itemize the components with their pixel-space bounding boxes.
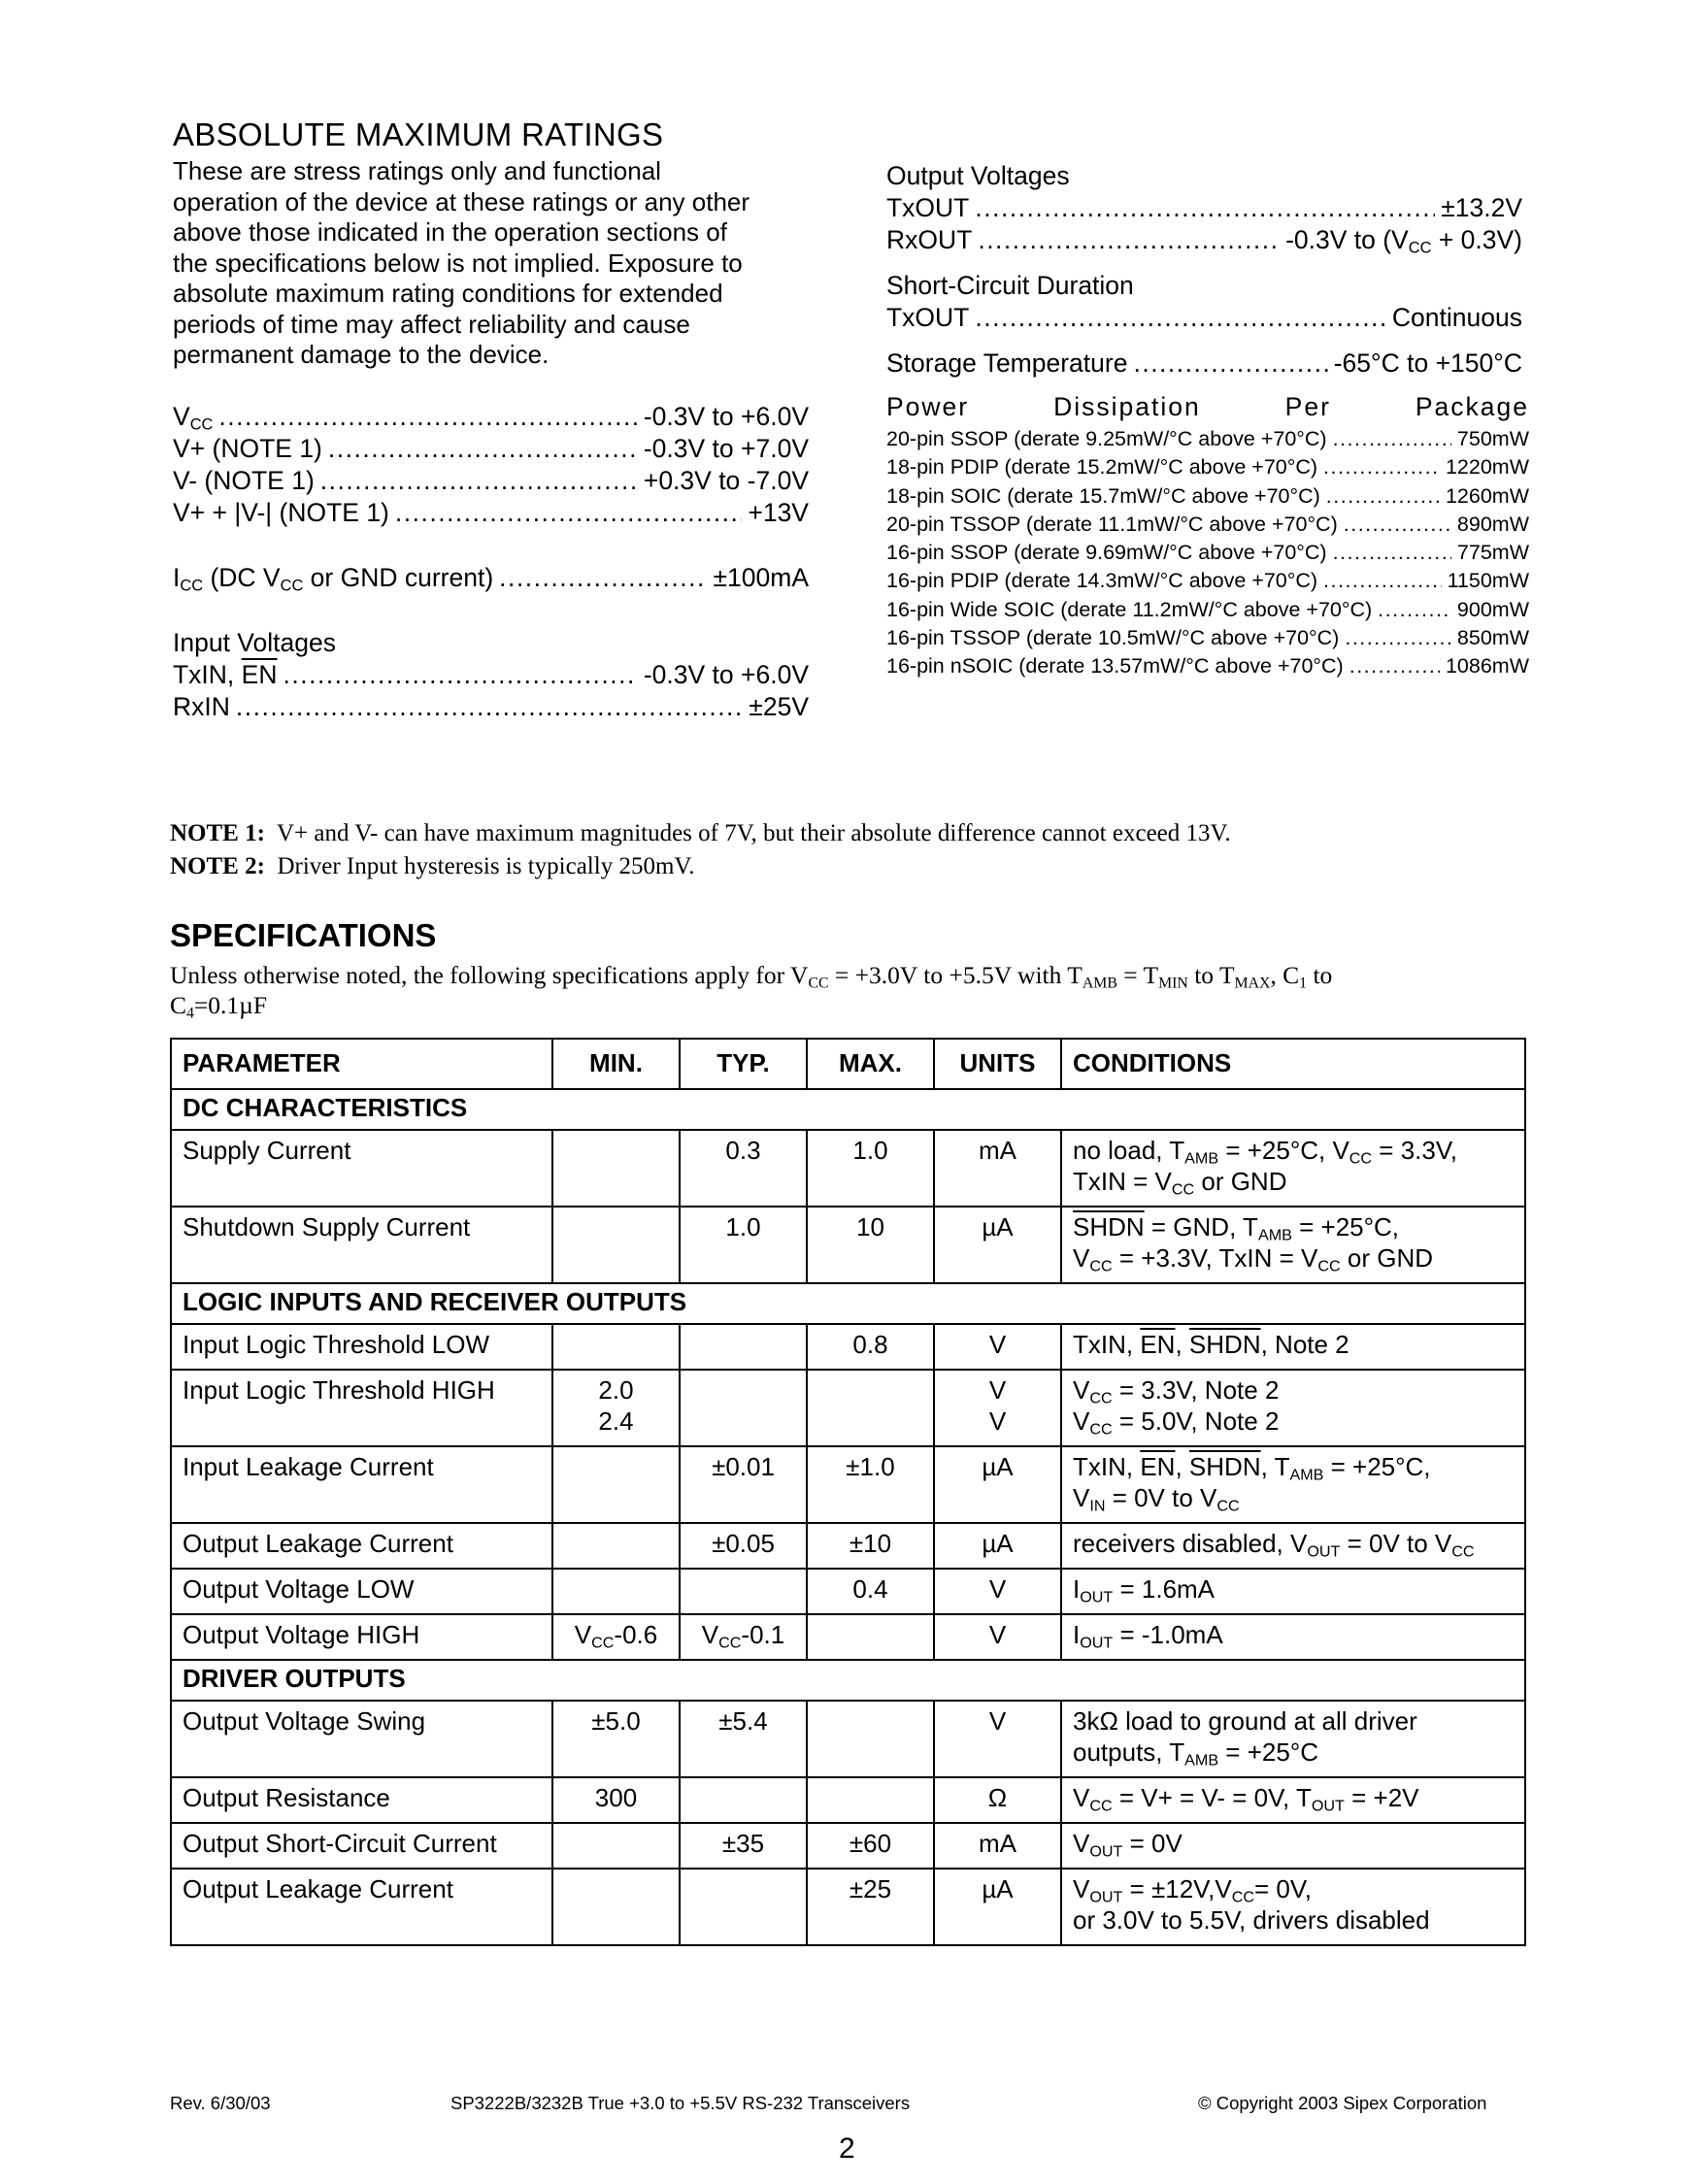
package-value: 1086mW <box>1445 654 1529 678</box>
abs-max-intro <box>173 156 814 371</box>
section-row: DRIVER OUTPUTS <box>171 1660 1525 1701</box>
notes <box>170 817 1231 883</box>
table-row: Output Resistance 300 Ω $V_{CC} = V+ = V- = 0V$, $T_{OUT} = +2V$ <box>171 1777 1525 1823</box>
rating-vsum: V+ + |V-| (NOTE 1) ..... +13V <box>173 498 809 530</box>
table-row: Output Voltage Swing ±5.0 ±5.4 V 3kΩ load to ground at all driver outputs, $T_{AMB} = +25^\circ C$ <box>171 1701 1525 1777</box>
col-max: MAX. <box>807 1039 934 1089</box>
note-2: NOTE 2: Driver Input hysteresis is typically 250mV. <box>170 853 695 879</box>
table-row: Supply Current 0.3 1.0 mA no load, $T_{AMB} = +25^\circ C$, $V_{CC} = 3.3V$, TxIN = $V_{CC}$ or GND <box>171 1130 1525 1207</box>
rating-vminus: V- (NOTE 1) ..... +0.3V to -7.0V <box>173 466 809 498</box>
rating-vcc: $V_{CC}$ ..... -0.3V to +6.0V <box>173 402 809 434</box>
package-row <box>886 484 1529 513</box>
col-conditions: CONDITIONS <box>1061 1039 1525 1089</box>
package-value: 890mW <box>1456 512 1529 536</box>
short-circuit-heading: Short-Circuit Duration <box>886 271 1134 300</box>
footer-doc-title: SP3222B/3232B True +3.0 to +5.5V RS-232 Transceivers <box>450 2093 911 2113</box>
package-label: 20-pin SSOP (derate 9.25mW/°C above +70°C) <box>886 427 1327 450</box>
abs-max-title: ABSOLUTE MAXIMUM RATINGS <box>173 116 664 152</box>
table-row: Shutdown Supply Current 1.0 10 µA SHDN = GND, $T_{AMB} = +25^\circ C$, $V_{CC} = +3.3V$, TxIN = $V_{CC}$ or GND <box>171 1207 1525 1283</box>
output-voltages-heading: Output Voltages <box>886 161 1070 190</box>
spec-title: SPECIFICATIONS <box>170 917 437 953</box>
table-row: Output Leakage Current ±0.05 ±10 µA receivers disabled, $V_{OUT} = 0V$ to $V_{CC}$ <box>171 1523 1525 1569</box>
rating-list-left <box>173 402 809 724</box>
table-row: Input Logic Threshold HIGH 2.0 2.4 V V $V_{CC} = 3.3V$, Note 2 $V_{CC} = 5.0V$, Note 2 <box>171 1370 1525 1446</box>
package-label: 18-pin PDIP (derate 15.2mW/°C above +70°C) <box>886 455 1318 480</box>
package-label: 18-pin SOIC (derate 15.7mW/°C above +70°C) <box>886 483 1320 508</box>
package-label: 16-pin Wide SOIC (derate 11.2mW/°C above +70°C) <box>886 597 1373 621</box>
power-heading: Power Dissipation Per Package <box>886 392 1529 421</box>
rating-storage: Storage Temperature ..... -65°C to +150°C <box>886 348 1522 381</box>
rating-rxin: RxIN ..... ±25V <box>173 692 809 724</box>
rating-list-right <box>886 161 1529 424</box>
table-row: Output Leakage Current ±25 µA $V_{OUT} = \pm 12V,V_{CC}= 0V$, or 3.0V to 5.5V, drivers disabled <box>171 1869 1525 1945</box>
page-number: 2 <box>839 2133 855 2165</box>
package-label: 16-pin SSOP (derate 9.69mW/°C above +70°C) <box>886 541 1327 565</box>
spec-table <box>170 1038 1526 1946</box>
package-value: 1260mW <box>1445 483 1529 508</box>
package-value: 900mW <box>1456 597 1529 621</box>
intro-line: These are stress ratings only and functional <box>173 156 661 185</box>
intro-line: absolute maximum rating conditions for extended <box>173 279 723 308</box>
table-row: Output Voltage LOW 0.4 V $I_{OUT} = 1.6mA$ <box>171 1569 1525 1614</box>
package-value: 750mW <box>1456 427 1529 450</box>
package-row <box>886 598 1529 626</box>
table-row: Output Voltage HIGH $V_{CC}-0.6$ $V_{CC}-0.1$ V $I_{OUT} = -1.0mA$ <box>171 1614 1525 1660</box>
rating-value: -0.3V to +6.0V <box>643 402 809 431</box>
footer-copyright: © Copyright 2003 Sipex Corporation <box>1198 2093 1487 2113</box>
table-row: Input Leakage Current ±0.01 ±1.0 µA TxIN, $\overline{EN}$, SHDN, $T_{AMB} = +25^\circ C$, $V_{IN} = 0V$ to $V_{CC}$ <box>171 1446 1525 1523</box>
package-value: 775mW <box>1456 541 1529 565</box>
package-row <box>886 626 1529 654</box>
intro-line: operation of the device at these ratings or any other <box>173 186 750 216</box>
package-label: 20-pin TSSOP (derate 11.1mW/°C above +70°C) <box>886 512 1338 536</box>
table-row: Input Logic Threshold LOW 0.8 V TxIN, $\overline{EN}$, SHDN, Note 2 <box>171 1324 1525 1370</box>
package-row <box>886 455 1529 483</box>
table-row: Output Short-Circuit Current ±35 ±60 mA $V_{OUT} = 0V$ <box>171 1823 1525 1869</box>
footer-rev: Rev. 6/30/03 <box>170 2093 271 2113</box>
col-units: UNITS <box>934 1039 1061 1089</box>
rating-vplus: V+ (NOTE 1) ..... -0.3V to +7.0V <box>173 434 809 466</box>
rating-icc: $I_{CC}$ (DC $V_{CC}$ or GND current) ..... ±100mA <box>173 563 809 595</box>
package-value: 1220mW <box>1445 455 1529 480</box>
col-typ: TYP. <box>680 1039 807 1089</box>
package-row <box>886 513 1529 541</box>
input-voltages-heading: Input Voltages <box>173 628 336 657</box>
package-row <box>886 427 1529 455</box>
package-label: 16-pin nSOIC (derate 13.57mW/°C above +70°C) <box>886 654 1344 678</box>
intro-line: permanent damage to the device. <box>173 340 550 369</box>
package-row <box>886 654 1529 682</box>
note-1: NOTE 1: V+ and V- can have maximum magnitudes of 7V, but their absolute difference cannot exceed 13V. <box>170 820 1231 846</box>
spec-intro: Unless otherwise noted, the following specifications apply for $V_{CC} = +3.0V$ to +5.5V with $T_{AMB} = T_{MIN}$ to $T_{MAX}$, $C_1$ to $C_4=0.1\mu F$ <box>170 961 1333 1022</box>
package-value: 850mW <box>1456 626 1529 650</box>
rating-txout-sc: TxOUT ..... Continuous <box>886 303 1522 335</box>
rating-rxout: RxOUT ..... -0.3V to $(V_{CC} + 0.3V)$ <box>886 225 1522 257</box>
section-row: DC CHARACTERISTICS <box>171 1089 1525 1130</box>
package-label: 16-pin PDIP (derate 14.3mW/°C above +70°C) <box>886 569 1318 593</box>
intro-line: the specifications below is not implied. Exposure to <box>173 248 743 278</box>
table-header <box>171 1039 1525 1089</box>
package-list <box>886 427 1529 683</box>
package-label: 16-pin TSSOP (derate 10.5mW/°C above +70°C) <box>886 626 1340 650</box>
package-value: 1150mW <box>1447 569 1529 593</box>
section-row: LOGIC INPUTS AND RECEIVER OUTPUTS <box>171 1283 1525 1324</box>
package-row <box>886 541 1529 569</box>
rating-txin: TxIN, $\overline{EN}$ ..... -0.3V to +6.0V <box>173 660 809 692</box>
col-parameter: PARAMETER <box>171 1039 552 1089</box>
col-min: MIN. <box>552 1039 680 1089</box>
intro-line: above those indicated in the operation sections of <box>173 217 727 247</box>
package-row <box>886 569 1529 597</box>
rating-txout: TxOUT ..... ±13.2V <box>886 193 1522 225</box>
intro-line: periods of time may affect reliability and cause <box>173 309 690 339</box>
